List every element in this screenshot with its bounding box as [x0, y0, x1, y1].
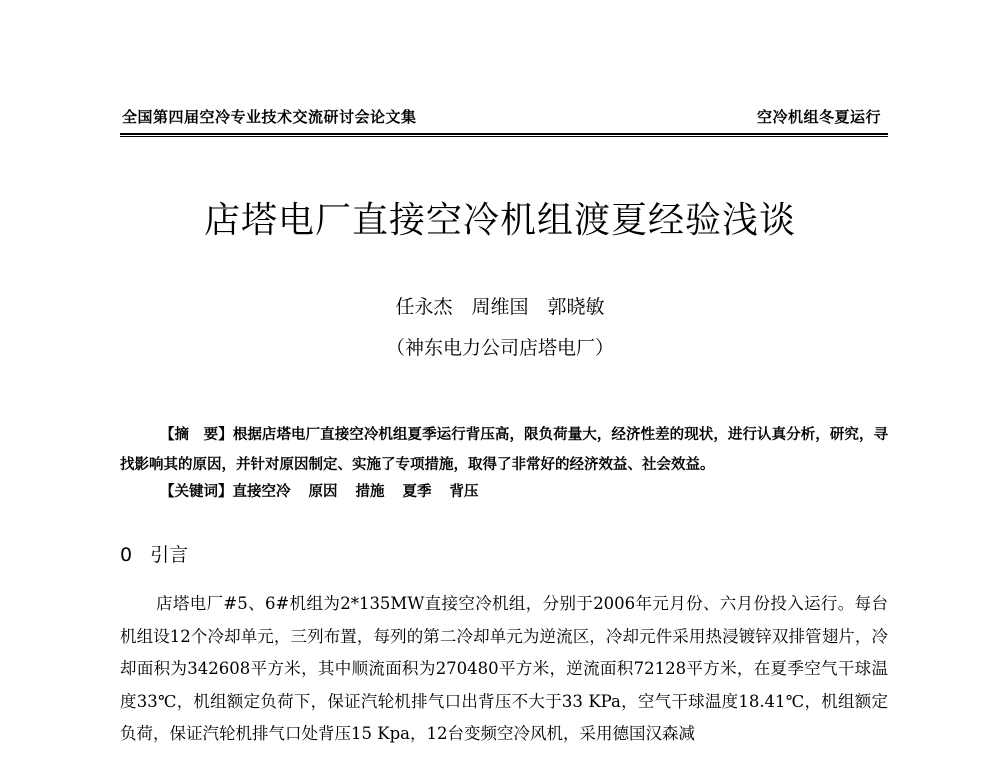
running-header-left: 全国第四届空冷专业技术交流研讨会论文集: [122, 108, 417, 126]
paper-title: 店塔电厂直接空冷机组渡夏经验浅谈: [203, 200, 796, 241]
keyword: 背压: [449, 483, 479, 500]
section-title: 引言: [150, 544, 189, 566]
authors: 任永杰 周维国 郭晓敏: [395, 296, 605, 318]
keywords-label: 【关键词】: [160, 483, 233, 500]
abstract-text: 根据店塔电厂直接空冷机组夏季运行背压高，限负荷量大，经济性差的现状，进行认真分析，研究，寻找影响其的原因，并针对原因制定、实施了专项措施，取得了非常好的经济效益、社会效益。: [120, 426, 889, 473]
keyword: 直接空冷: [232, 483, 291, 500]
body-paragraph: 店塔电厂#5、6#机组为2*135MW直接空冷机组，分别于2006年元月份、六月份投入运行。每台机组设12个冷却单元，三列布置，每列的第二冷却单元为逆流区，冷却元件采用热浸镀锌双排管翅片，冷却面积为342608平方米，其中顺流面积为270480平方米，逆流面积72128平方米，在夏季空气干球温度33℃，机组额定负荷下，保证汽轮机排气口出背压不大于33 KPa，空气干球温度18.41℃，机组额定负荷，保证汽轮机排气口处背压15 Kpa，12台变频空冷风机，采用德国汉森减: [120, 594, 888, 743]
keyword: 夏季: [402, 483, 432, 500]
running-header-right: 空冷机组冬夏运行: [756, 108, 881, 126]
keyword: 原因: [308, 483, 338, 500]
abstract-label: 【摘 要】: [160, 426, 233, 443]
keyword: 措施: [355, 483, 385, 500]
section-heading: [120, 540, 188, 567]
keywords: [160, 480, 880, 501]
section-number: 0: [120, 544, 133, 566]
affiliation: （神东电力公司店塔电厂）: [385, 337, 614, 359]
header-rule: [120, 133, 888, 137]
abstract: [120, 420, 888, 480]
